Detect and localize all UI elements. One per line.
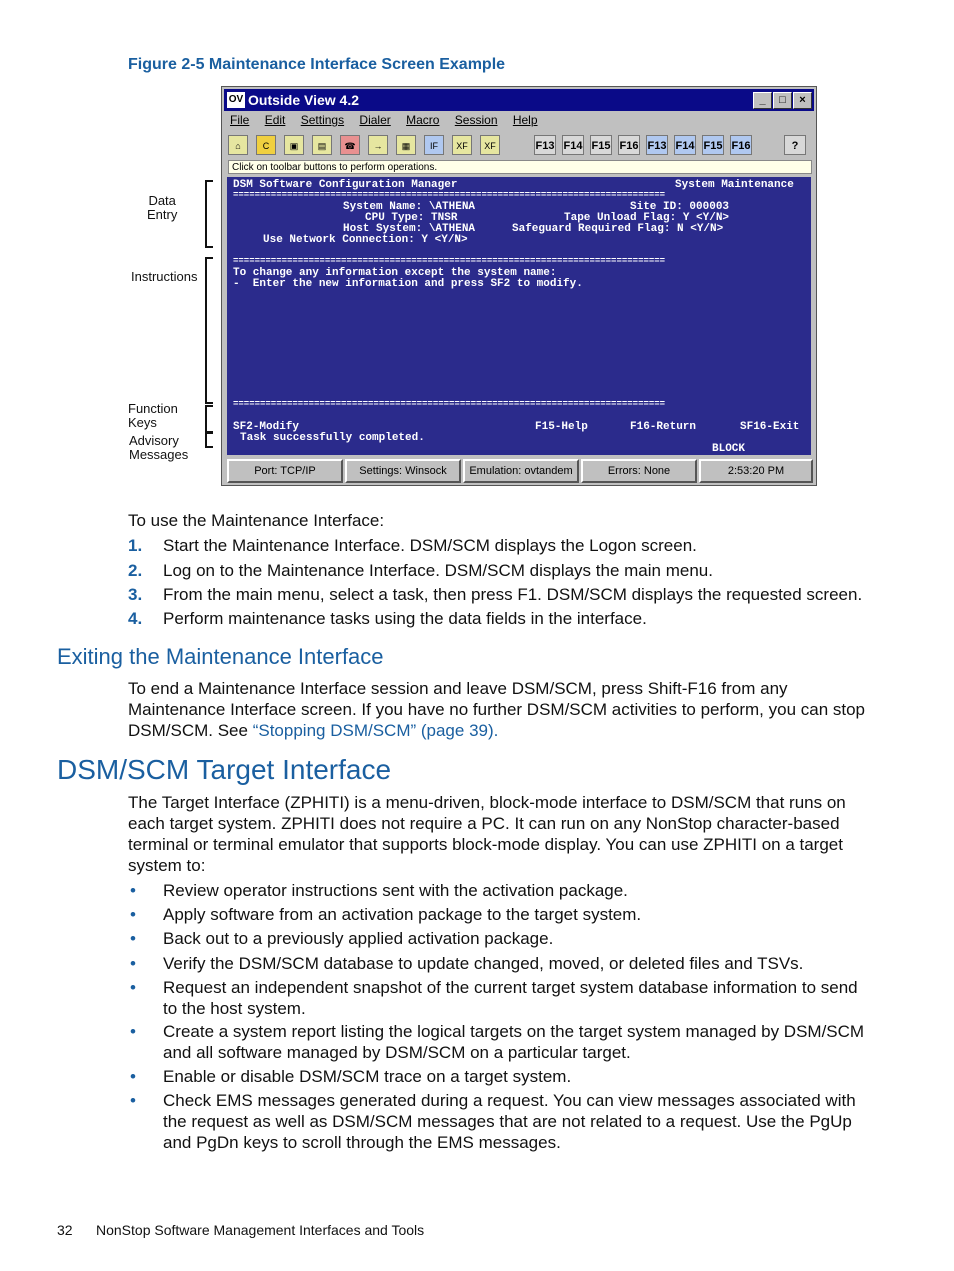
menu-help[interactable]: Help bbox=[512, 113, 538, 127]
bullet-marker: • bbox=[130, 1091, 136, 1110]
transfer-icon[interactable]: → bbox=[368, 135, 388, 155]
bullet-item: Create a system report listing the logical targets on the target system managed by DSM/SCM bbox=[163, 1022, 865, 1041]
fkey-sf16-exit[interactable]: SF16-Exit bbox=[740, 421, 800, 433]
help-question-icon[interactable]: ? bbox=[784, 135, 806, 155]
label-advisory-messages: Advisory Messages bbox=[129, 433, 189, 462]
bullet-item-continued: and PgDn keys to scroll through the EMS messages. bbox=[163, 1133, 561, 1152]
bullet-item: Verify the DSM/SCM database to update changed, moved, or deleted files and TSVs. bbox=[163, 954, 804, 973]
bullet-item-continued: and all software managed by DSM/SCM on a particular target. bbox=[163, 1043, 631, 1062]
intro-text: To use the Maintenance Interface: bbox=[128, 511, 385, 530]
target-paragraph-line-3: terminal or terminal emulator that supports block-mode display. You can use ZPHITI on a target bbox=[128, 835, 843, 854]
field-network[interactable]: Use Network Connection: Y <Y/N> bbox=[263, 234, 468, 246]
toolbar-key-f13[interactable]: F13 bbox=[534, 135, 556, 155]
menu-edit[interactable]: Edit bbox=[264, 113, 286, 127]
bullet-marker: • bbox=[130, 905, 136, 924]
close-icon[interactable]: × bbox=[793, 92, 812, 109]
grid-icon[interactable]: ▦ bbox=[396, 135, 416, 155]
toolbar-key-f16[interactable]: F16 bbox=[618, 135, 640, 155]
menu-macro[interactable]: Macro bbox=[406, 113, 440, 127]
menu-session[interactable]: Session bbox=[454, 113, 498, 127]
status-clock: 2:53:20 PM bbox=[699, 459, 813, 483]
field-tape-unload[interactable]: Tape Unload Flag: Y <Y/N> bbox=[564, 212, 730, 224]
bullet-marker: • bbox=[130, 1022, 136, 1041]
outside-view-window bbox=[221, 86, 817, 486]
window-title: Outside View 4.2 bbox=[248, 92, 360, 108]
app-icon: OV bbox=[227, 92, 245, 108]
terminal-rule-top: ================================================================================ bbox=[233, 190, 666, 200]
bullet-marker: • bbox=[130, 954, 136, 973]
step-text: Perform maintenance tasks using the data fields in the interface. bbox=[163, 609, 647, 628]
target-paragraph-line-1: The Target Interface (ZPHITI) is a menu-driven, block-mode interface to DSM/SCM that runs on bbox=[128, 793, 846, 812]
step-text: Start the Maintenance Interface. DSM/SCM displays the Logon screen. bbox=[163, 536, 697, 555]
menu-settings[interactable]: Settings bbox=[300, 113, 345, 127]
minimize-icon[interactable]: _ bbox=[753, 92, 772, 109]
step-number: 3. bbox=[128, 585, 143, 604]
toolbar-key-sf13[interactable]: F13 bbox=[646, 135, 668, 155]
window-titlebar bbox=[224, 89, 814, 111]
bullet-marker: • bbox=[130, 1067, 136, 1086]
exit-paragraph-line-2: Maintenance Interface screen. If you have no further DSM/SCM activities to perform, you can stop bbox=[128, 700, 866, 719]
book-icon[interactable]: ▤ bbox=[312, 135, 332, 155]
info-icon[interactable]: IF bbox=[424, 135, 444, 155]
instruction-line-2: - Enter the new information and press SF2 to modify. bbox=[233, 278, 583, 290]
field-cpu-type[interactable]: CPU Type: TNSR bbox=[365, 212, 458, 224]
field-host-system[interactable]: Host System: \ATHENA bbox=[343, 223, 476, 235]
bracket-advisory bbox=[205, 432, 213, 448]
stopping-dsm-scm-link[interactable]: “Stopping DSM/SCM” (page 39). bbox=[252, 721, 499, 740]
target-paragraph-line-4: system to: bbox=[128, 856, 206, 875]
bullet-item: Enable or disable DSM/SCM trace on a target system. bbox=[163, 1067, 572, 1086]
phone-icon[interactable]: ☎ bbox=[340, 135, 360, 155]
connect-icon[interactable]: ⌂ bbox=[228, 135, 248, 155]
exit-paragraph-prefix: DSM/SCM. See bbox=[128, 721, 253, 740]
bullet-item: Apply software from an activation package to the target system. bbox=[163, 905, 642, 924]
terminal-rule-middle: ================================================================================ bbox=[233, 256, 666, 266]
toolbar-key-sf16[interactable]: F16 bbox=[730, 135, 752, 155]
toolbar-key-f15[interactable]: F15 bbox=[590, 135, 612, 155]
bullet-marker: • bbox=[130, 929, 136, 948]
label-function-keys: Function Keys bbox=[128, 401, 178, 430]
print-icon[interactable]: ▣ bbox=[284, 135, 304, 155]
page-number: 32 bbox=[57, 1222, 73, 1238]
maximize-icon[interactable]: □ bbox=[773, 92, 792, 109]
status-errors: Errors: None bbox=[581, 459, 697, 483]
xf-icon[interactable]: XF bbox=[452, 135, 472, 155]
exit-paragraph-line-1: To end a Maintenance Interface session and leave DSM/SCM, press Shift-F16 from any bbox=[128, 679, 788, 698]
terminal-header-right: System Maintenance bbox=[675, 179, 794, 191]
toolbar-key-sf15[interactable]: F15 bbox=[702, 135, 724, 155]
status-settings: Settings: Winsock bbox=[345, 459, 461, 483]
fkey-sf2-modify[interactable]: SF2-Modify bbox=[233, 421, 300, 433]
terminal-header-left: DSM Software Configuration Manager bbox=[233, 179, 458, 191]
fkey-f15-help[interactable]: F15-Help bbox=[535, 421, 588, 433]
advisory-message: Task successfully completed. bbox=[240, 432, 425, 444]
target-paragraph-line-2: each target system. ZPHITI does not require a PC. It can run on any NonStop character-based bbox=[128, 814, 840, 833]
status-port: Port: TCP/IP bbox=[227, 459, 343, 483]
xf2-icon[interactable]: XF bbox=[480, 135, 500, 155]
bullet-marker: • bbox=[130, 881, 136, 900]
terminal-rule-bottom: ================================================================================ bbox=[233, 399, 666, 409]
bullet-item-continued: the request as well as DSM/SCM messages that are not related to a request. Use the PgUp bbox=[163, 1112, 852, 1131]
field-safeguard[interactable]: Safeguard Required Flag: N <Y/N> bbox=[512, 223, 724, 235]
instruction-line-1: To change any information except the system name: bbox=[233, 267, 557, 279]
menu-file[interactable]: File bbox=[230, 113, 250, 127]
terminal-screen bbox=[227, 177, 811, 455]
step-number: 4. bbox=[128, 609, 143, 628]
step-text: Log on to the Maintenance Interface. DSM/SCM displays the main menu. bbox=[163, 561, 713, 580]
bullet-item: Back out to a previously applied activation package. bbox=[163, 929, 554, 948]
step-number: 2. bbox=[128, 561, 143, 580]
label-data-entry: Data Entry bbox=[147, 193, 178, 222]
bullet-item-continued: to the host system. bbox=[163, 999, 306, 1018]
field-site-id[interactable]: Site ID: 000003 bbox=[630, 201, 730, 213]
figure-caption: Figure 2-5 Maintenance Interface Screen Example bbox=[128, 56, 506, 73]
field-system-name[interactable]: System Name: \ATHENA bbox=[343, 201, 476, 213]
section-heading-exiting: Exiting the Maintenance Interface bbox=[57, 644, 384, 669]
menu-dialer[interactable]: Dialer bbox=[359, 113, 391, 127]
toolbar-key-sf14[interactable]: F14 bbox=[674, 135, 696, 155]
label-instructions: Instructions bbox=[131, 269, 198, 284]
step-text: From the main menu, select a task, then press F1. DSM/SCM displays the requested screen. bbox=[163, 585, 863, 604]
status-emulation: Emulation: ovtandem bbox=[463, 459, 579, 483]
step-number: 1. bbox=[128, 536, 143, 555]
section-heading-target-interface: DSM/SCM Target Interface bbox=[57, 754, 392, 785]
bullet-item: Request an independent snapshot of the current target system database information to send bbox=[163, 978, 858, 997]
bracket-data-entry bbox=[205, 180, 213, 248]
config-icon[interactable]: C bbox=[256, 135, 276, 155]
bracket-instructions bbox=[205, 257, 213, 404]
toolbar-hint: Click on toolbar buttons to perform operations. bbox=[228, 160, 812, 174]
status-bar bbox=[227, 459, 813, 483]
block-indicator: BLOCK bbox=[712, 443, 746, 455]
toolbar-key-f14[interactable]: F14 bbox=[562, 135, 584, 155]
bullet-item: Check EMS messages generated during a request. You can view messages associated with bbox=[163, 1091, 856, 1110]
bullet-item: Review operator instructions sent with the activation package. bbox=[163, 881, 628, 900]
footer-title: NonStop Software Management Interfaces and Tools bbox=[96, 1222, 425, 1238]
exit-paragraph-line-3 bbox=[128, 720, 498, 741]
menu-bar bbox=[230, 113, 550, 131]
fkey-f16-return[interactable]: F16-Return bbox=[630, 421, 697, 433]
bullet-marker: • bbox=[130, 978, 136, 997]
bracket-function-keys bbox=[205, 405, 213, 433]
